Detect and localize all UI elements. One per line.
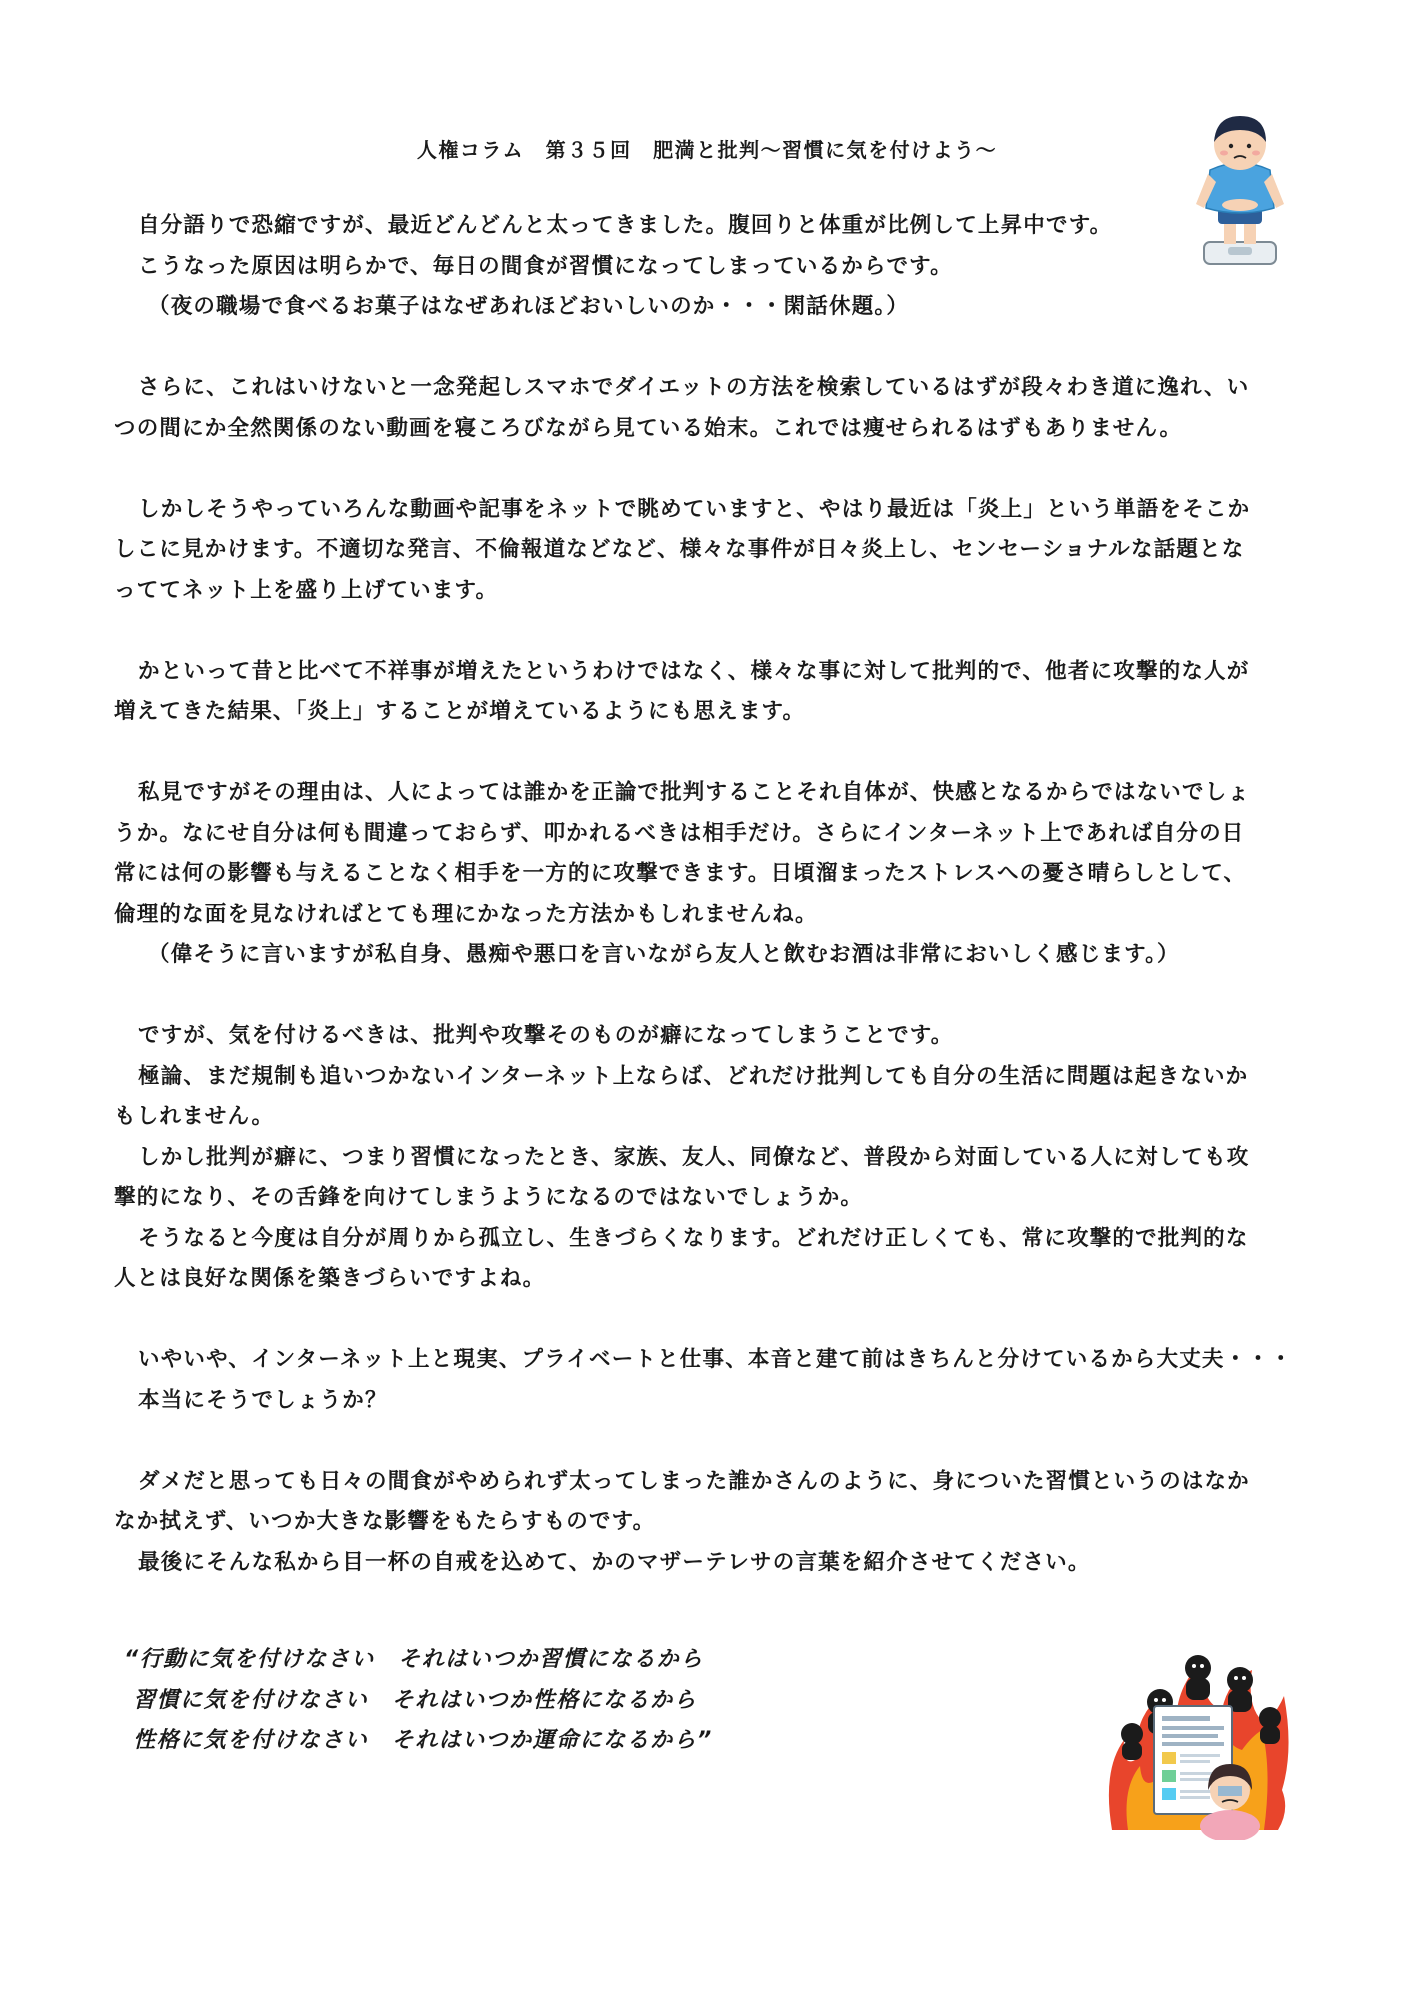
text-line: かといって昔と比べて不祥事が増えたというわけではなく、様々な事に対して批判的で、他者に攻撃的な人が [138, 658, 1250, 684]
quote-line: “行動に気を付けなさい それはいつか習慣になるから [124, 1647, 704, 1672]
text-line: （偉そうに言いますが私自身、愚痴や悪口を言いながら友人と飲むお酒は非常においしく感じます。） [148, 942, 1180, 967]
paragraph [114, 368, 1314, 449]
text-line: 自分語りで恐縮ですが、最近どんどんと太ってきました。腹回りと体重が比例して上昇中です。 [138, 213, 1113, 238]
text-line: 最後にそんな私から目一杯の自戒を込めて、かのマザーテレサの言葉を紹介させてください。 [138, 1549, 1091, 1575]
text-line: こうなった原因は明らかで、毎日の間食が習慣になってしまっているからです。 [138, 253, 953, 279]
text-line: （夜の職場で食べるお菓子はなぜあれほどおいしいのか・・・閑話休題。） [148, 294, 910, 319]
column-title: 人権コラム 第３５回 肥満と批判～習慣に気を付けよう～ [416, 138, 998, 162]
text-line: つの間にか全然関係のない動画を寝ころびながら見ている始末。これでは痩せられるはずもありません。 [114, 415, 1183, 441]
text-line: しかしそうやっていろんな動画や記事をネットで眺めていますと、やはり最近は「炎上」という単語をそこか [138, 496, 1251, 522]
online-flaming-icon [1102, 1640, 1292, 1840]
text-line: 増えてきた結果、「炎上」することが増えているようにも思えます。 [114, 699, 806, 724]
text-line: 極論、まだ規制も追いつかないインターネット上ならば、どれだけ批判しても自分の生活に問題は起きないか [138, 1063, 1249, 1089]
text-line: 倫理的な面を見なければとても理にかなった方法かもしれませんね。 [114, 901, 818, 927]
text-line: 人とは良好な関係を築きづらいですよね。 [114, 1266, 546, 1291]
paragraph [114, 773, 1314, 976]
text-line: しかし批判が癖に、つまり習慣になったとき、家族、友人、同僚など、普段から対面している人に対しても攻 [138, 1144, 1250, 1170]
text-line: 本当にそうでしょうか？ [138, 1387, 388, 1413]
quote-line: 性格に気を付けなさい それはいつか運命になるから” [124, 1728, 713, 1753]
text-line: ダメだと思っても日々の間食がやめられず太ってしまった誰かさんのように、身についた習慣というのはなか [138, 1468, 1250, 1494]
text-line: いやいや、インターネット上と現実、プライベートと仕事、本音と建て前はきちんと分けているから大丈夫・・・ [138, 1347, 1293, 1372]
text-line: そうなると今度は自分が周りから孤立し、生きづらくなります。どれだけ正しくても、常に攻撃的で批判的な [138, 1225, 1249, 1251]
text-line: うか。なにせ自分は何も間違っておらず、叩かれるべきは相手だけ。さらにインターネット上であれば自分の日 [114, 820, 1245, 846]
text-line: っててネット上を盛り上げています。 [114, 577, 499, 603]
text-line: しこに見かけます。不適切な発言、不倫報道などなど、様々な事件が日々炎上し、センセーショナルな話題とな [114, 537, 1245, 562]
text-line: さらに、これはいけないと一念発起しスマホでダイエットの方法を検索しているはずが段々わき道に逸れ、い [138, 375, 1250, 400]
text-line: 撃的になり、その舌鋒を向けてしまうようになるのではないでしょうか。 [114, 1185, 864, 1210]
quote-line: 習慣に気を付けなさい それはいつか性格になるから [124, 1687, 698, 1713]
paragraph [114, 1016, 1314, 1300]
text-line: 常には何の影響も与えることなく相手を一方的に攻撃できます。日頃溜まったストレスへの憂さ晴らしとして、 [114, 861, 1247, 886]
mother-teresa-quote [124, 1640, 713, 1762]
text-line: もしれません。 [114, 1104, 275, 1129]
paragraph [114, 490, 1314, 612]
text-line: 私見ですがその理由は、人によっては誰かを正論で批判することそれ自体が、快感となるからではないでしょ [138, 780, 1251, 805]
paragraph [114, 206, 1314, 328]
column-body [114, 206, 1314, 1624]
paragraph [114, 652, 1314, 733]
paragraph [114, 1340, 1314, 1421]
paragraph [114, 1462, 1314, 1584]
text-line: ですが、気を付けるべきは、批判や攻撃そのものが癖になってしまうことです。 [138, 1023, 954, 1048]
text-line: なか拭えず、いつか大きな影響をもたらすものです。 [114, 1509, 656, 1534]
